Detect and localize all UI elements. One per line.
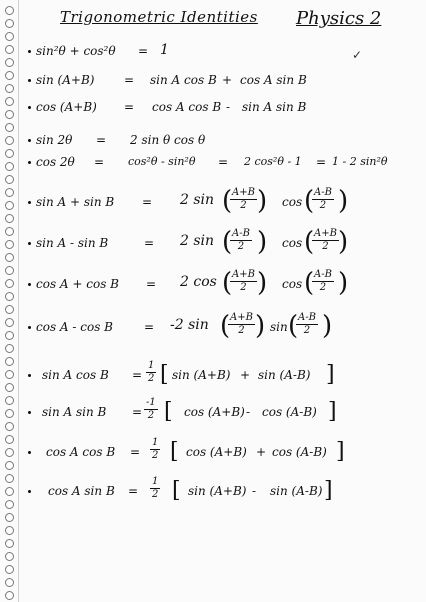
identity-row: sin A sin B = $\frac{-1}{2}$ [ cos (A+B) - cos (A-B) ] [0,405,426,429]
identity-row [0,133,426,157]
identity-row [0,44,426,68]
rhs-b: 2 cos²θ - 1 [244,155,302,168]
lhs: sin A - sin B [36,236,109,250]
rhs: 2 sin θ cos θ [130,133,206,147]
binding-hole [5,227,14,236]
identity-row: sin A - sin B = 2 sin ( $\frac{A-B}{2}$ ) cos ( $\frac{A+B}{2}$ ) [0,236,426,260]
equals: = [132,368,143,382]
fraction: $\frac{A+B}{2}$ [230,312,253,336]
bullet-icon [28,451,31,454]
lhs: cos A sin B [48,484,115,498]
identity-row: cos A + cos B = 2 cos ( $\frac{A+B}{2}$ ) cos ( $\frac{A-B}{2}$ ) [0,277,426,301]
equals: = [142,195,153,209]
factor-2: sin [270,320,288,334]
operator: + [222,73,233,87]
bullet-icon [28,201,31,204]
identity-row: sin A cos B = $\frac{1}{2}$ [ sin (A+B) + sin (A-B) ] [0,368,426,392]
equals: = [144,236,155,250]
lhs: sin 2θ [36,133,73,147]
rhs-a: sin A cos B [150,73,217,87]
binding-hole [5,123,14,132]
binding-hole [5,396,14,405]
identity-row [0,73,426,97]
lhs: cos A + cos B [36,277,120,291]
bullet-icon [28,50,31,53]
fraction: $\frac{A-B}{2}$ [298,312,316,336]
binding-hole [5,32,14,41]
equals: = [218,155,229,169]
coefficient: $\frac{-1}{2}$ [146,397,156,421]
binding-hole [5,435,14,444]
binding-hole [5,305,14,314]
factor-1: 2 sin [180,192,215,208]
course-label: Physics 2 [296,8,382,29]
bullet-icon [28,326,31,329]
identity-row: cos A sin B = $\frac{1}{2}$ [ sin (A+B) - sin (A-B) ] [0,484,426,508]
coefficient: $\frac{1}{2}$ [152,476,159,500]
term-b: sin (A-B) [258,368,311,382]
fraction: $\frac{A+B}{2}$ [232,187,255,211]
page-title: Trigonometric Identities [60,8,258,26]
bullet-icon [28,283,31,286]
operator: - [246,405,251,419]
fraction: $\frac{A+B}{2}$ [314,228,337,252]
equals: = [316,155,327,169]
identity-row [0,100,426,124]
binding-hole [5,357,14,366]
identity-row [0,155,426,179]
factor-1: 2 cos [180,274,217,290]
term-a: sin (A+B) [172,368,231,382]
equals: = [130,445,141,459]
factor-2: cos [282,195,303,209]
bullet-icon [28,79,31,82]
binding-hole [5,591,14,600]
factor-2: cos [282,236,303,250]
rhs-b: sin A sin B [242,100,307,114]
binding-hole [5,513,14,522]
bullet-icon [28,106,31,109]
fraction: $\frac{A-B}{2}$ [314,269,332,293]
bullet-icon [28,161,31,164]
lhs: cos A - cos B [36,320,114,334]
bullet-icon [28,411,31,414]
term-a: cos (A+B) [186,445,247,459]
binding-hole [5,19,14,28]
operator: - [226,100,231,114]
bullet-icon [28,139,31,142]
equals: = [132,405,143,419]
rhs-a: cos A cos B [152,100,222,114]
operator: + [240,368,251,382]
factor-1: 2 sin [180,233,215,249]
factor-2: cos [282,277,303,291]
equals: = [138,44,149,58]
rhs-b: cos A sin B [240,73,307,87]
equals: = [124,73,135,87]
fraction: $\frac{A-B}{2}$ [232,228,250,252]
binding-hole [5,539,14,548]
identity-row: cos A - cos B = -2 sin ( $\frac{A+B}{2}$ ) sin ( $\frac{A-B}{2}$ ) [0,320,426,344]
binding-hole [5,266,14,275]
lhs: sin A sin B [42,405,107,419]
lhs: sin²θ + cos²θ [36,44,116,58]
fraction: $\frac{A+B}{2}$ [232,269,255,293]
equals: = [94,155,105,169]
bullet-icon [28,242,31,245]
equals: = [96,133,107,147]
binding-hole [5,344,14,353]
term-a: cos (A+B) [184,405,245,419]
lhs: sin A cos B [42,368,109,382]
bullet-icon [28,374,31,377]
binding-hole [5,474,14,483]
identity-row: sin A + sin B = 2 sin ( $\frac{A+B}{2}$ ) cos ( $\frac{A-B}{2}$ ) [0,195,426,219]
term-a: sin (A+B) [188,484,247,498]
equals: = [128,484,139,498]
coefficient: $\frac{1}{2}$ [148,360,155,384]
binding-hole [5,552,14,561]
rhs-a: cos²θ - sin²θ [128,155,196,168]
lhs: sin (A+B) [36,73,95,87]
equals: = [124,100,135,114]
coefficient: $\frac{1}{2}$ [152,437,159,461]
equals: = [146,277,157,291]
lhs: cos (A+B) [36,100,97,114]
tick-mark-icon: ✓ [352,48,363,62]
operator: + [256,445,267,459]
factor-1: -2 sin [170,317,209,333]
binding-hole [5,578,14,587]
operator: - [252,484,257,498]
bullet-icon [28,490,31,493]
rhs-c: 1 - 2 sin²θ [332,155,388,168]
binding-hole [5,565,14,574]
term-b: sin (A-B) [270,484,323,498]
term-b: cos (A-B) [262,405,317,419]
equals: = [144,320,155,334]
rhs: 1 [160,42,169,58]
lhs: cos A cos B [46,445,116,459]
lhs: cos 2θ [36,155,75,169]
lhs: sin A + sin B [36,195,115,209]
binding-hole [5,526,14,535]
term-b: cos (A-B) [272,445,327,459]
binding-hole [5,6,14,15]
identity-row: cos A cos B = $\frac{1}{2}$ [ cos (A+B) + cos (A-B) ] [0,445,426,469]
fraction: $\frac{A-B}{2}$ [314,187,332,211]
